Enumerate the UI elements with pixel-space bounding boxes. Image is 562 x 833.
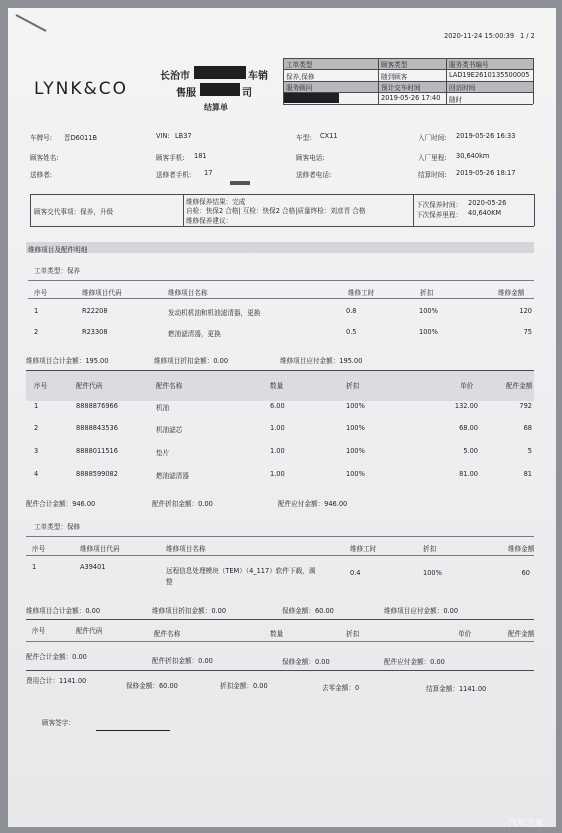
col-part-name: 配件名称 bbox=[156, 382, 183, 390]
cell-qty: 1.00 bbox=[270, 447, 285, 455]
maintenance-result: 维修保养结果：完成 bbox=[186, 198, 246, 206]
phone-value: 181 bbox=[194, 152, 207, 160]
redaction-shop bbox=[194, 66, 246, 79]
plate-label: 车牌号: bbox=[30, 134, 53, 142]
labor-total: 维修项目合计金额：0.00 bbox=[26, 607, 101, 615]
labor-payable-total: 维修项目应付金额：0.00 bbox=[384, 607, 459, 615]
cell-name: 燃油滤清器，更换 bbox=[168, 330, 221, 338]
inspection-checks: 自检：快保2 合格| 互检：快保2 合格|质量终检：刘彦青 合格 bbox=[186, 207, 366, 215]
in-time-value: 2019-05-26 16:33 bbox=[456, 132, 516, 140]
cell-seq: 1 bbox=[32, 563, 37, 571]
col-unit-price: 单价 bbox=[458, 630, 472, 638]
cell-discount: 100% bbox=[419, 307, 438, 315]
col-item-name: 维修项目名称 bbox=[168, 289, 208, 297]
rounding-amount: 去零金额：0 bbox=[322, 684, 360, 692]
document-title: 结算单 bbox=[204, 103, 228, 112]
col-item-code: 维修项目代码 bbox=[82, 289, 122, 297]
cell-unit-price: 132.00 bbox=[454, 402, 478, 410]
parts-total: 配件合计金额：946.00 bbox=[26, 500, 96, 508]
cell-discount: 100% bbox=[346, 402, 365, 410]
next-service-mileage-label: 下次保养里程： bbox=[416, 211, 463, 219]
col-seq: 序号 bbox=[34, 289, 48, 297]
col-discount: 折扣 bbox=[346, 382, 360, 390]
cell-name: 机油滤芯 bbox=[156, 426, 183, 434]
cell-discount: 100% bbox=[346, 447, 365, 455]
cell-code: 8888876966 bbox=[76, 402, 118, 410]
cell-seq: 1 bbox=[34, 307, 39, 315]
sender-label: 送修者: bbox=[30, 171, 53, 179]
col-labor-hours: 维修工时 bbox=[348, 289, 375, 297]
cell-amount: 68 bbox=[523, 424, 532, 432]
redaction-smudge bbox=[230, 181, 250, 185]
model-value: CX11 bbox=[320, 132, 338, 140]
cell-seq: 1 bbox=[34, 402, 39, 410]
section-title-band bbox=[26, 242, 534, 253]
cell-name: 机油 bbox=[156, 404, 170, 412]
pen-mark bbox=[16, 14, 47, 32]
page-number: 1 / 2 bbox=[520, 32, 535, 40]
col-seq: 序号 bbox=[32, 627, 46, 635]
warranty-amount: 保修金额：60.00 bbox=[282, 607, 334, 615]
sender-phone-value: 17 bbox=[204, 169, 213, 177]
col-item-name: 维修项目名称 bbox=[166, 545, 206, 553]
vin-value: LB37 bbox=[175, 132, 192, 140]
labor-payable-total: 维修项目应付金额：195.00 bbox=[280, 357, 363, 365]
info-service-no: LAD19E2610135500005 bbox=[449, 71, 530, 79]
cell-code: 8888599082 bbox=[76, 470, 118, 478]
discount-total: 折扣金额：0.00 bbox=[220, 682, 268, 690]
settle-label: 结算时间: bbox=[418, 171, 447, 179]
cell-name: 远程信息处理模块（TEM）（4_117）软件下载，调 bbox=[166, 567, 316, 575]
labor-discount-total: 维修项目折扣金额：0.00 bbox=[152, 607, 227, 615]
watermark-logo: 汽车之家 bbox=[508, 819, 545, 827]
lynkco-logo: LYNK&CO bbox=[34, 79, 128, 99]
vin-label: VIN: bbox=[156, 132, 170, 140]
cell-name: 燃油滤清器 bbox=[156, 472, 189, 480]
col-labor-hours: 维修工时 bbox=[350, 545, 377, 553]
phone-label: 顾客手机: bbox=[156, 154, 185, 162]
cell-name: 发动机机油和机油滤清器，更换 bbox=[168, 309, 261, 317]
cell-code: R23308 bbox=[82, 328, 108, 336]
parts-discount-total: 配件折扣金额：0.00 bbox=[152, 500, 213, 508]
cell-name: 垫片 bbox=[156, 449, 170, 457]
cell-qty: 6.00 bbox=[270, 402, 285, 410]
col-part-amount: 配件金额 bbox=[508, 630, 535, 638]
plate-value: 晋D6011B bbox=[64, 134, 97, 142]
info-label-callback: 回访时间 bbox=[449, 84, 476, 92]
cell-discount: 100% bbox=[419, 328, 438, 336]
settlement-document bbox=[8, 8, 556, 827]
parts-payable-total: 配件应付金额：946.00 bbox=[278, 500, 348, 508]
mileage-value: 30,640km bbox=[456, 152, 490, 160]
col-amount: 维修金额 bbox=[508, 545, 535, 553]
info-delivery-time: 2019-05-26 17:40 bbox=[381, 94, 441, 102]
shop-name-part-3: 售服 bbox=[176, 88, 196, 99]
parts-payable-total: 配件应付金额：0.00 bbox=[384, 658, 445, 666]
col-qty: 数量 bbox=[270, 630, 284, 638]
info-order-type: 保养,保修 bbox=[286, 73, 315, 81]
cell-unit-price: 81.00 bbox=[459, 470, 478, 478]
labor-discount-total: 维修项目折扣金额：0.00 bbox=[154, 357, 229, 365]
tel-label: 顾客电话: bbox=[296, 154, 325, 162]
handover-notes: 顾客交代事项：保养，升级 bbox=[34, 208, 114, 216]
cell-discount: 100% bbox=[423, 569, 442, 577]
cell-code: A39401 bbox=[80, 563, 106, 571]
maintenance-order-type: 工单类型：保养 bbox=[34, 267, 81, 275]
settlement-amount: 结算金额：1141.00 bbox=[426, 685, 487, 693]
parts-discount-total: 配件折扣金额：0.00 bbox=[152, 657, 213, 665]
col-seq: 序号 bbox=[32, 545, 46, 553]
info-customer-type: 随到顾客 bbox=[381, 73, 408, 81]
sender-phone-label: 送修者手机: bbox=[156, 171, 192, 179]
warranty-amount: 保修金额：0.00 bbox=[282, 658, 330, 666]
cell-code: 8888011516 bbox=[76, 447, 118, 455]
cell-seq: 3 bbox=[34, 447, 39, 455]
customer-label: 顾客姓名: bbox=[30, 154, 59, 162]
col-unit-price: 单价 bbox=[460, 382, 474, 390]
cell-name-continued: 整 bbox=[166, 578, 173, 586]
mileage-label: 入厂里程: bbox=[418, 154, 447, 162]
redaction-advisor bbox=[284, 93, 339, 103]
cell-seq: 2 bbox=[34, 328, 39, 336]
cell-discount: 100% bbox=[346, 424, 365, 432]
cell-unit-price: 68.00 bbox=[459, 424, 478, 432]
settle-value: 2019-05-26 18:17 bbox=[456, 169, 516, 177]
info-label-delivery: 预计交车时间 bbox=[381, 84, 421, 92]
fee-total: 费用合计：1141.00 bbox=[26, 677, 87, 685]
col-qty: 数量 bbox=[270, 382, 284, 390]
cell-hours: 0.5 bbox=[346, 328, 357, 336]
section-title: 维修项目及配件明细 bbox=[28, 246, 88, 254]
cell-code: 8888843536 bbox=[76, 424, 118, 432]
cell-qty: 1.00 bbox=[270, 424, 285, 432]
info-label-customer-type: 顾客类型 bbox=[381, 61, 408, 69]
warranty-order-type: 工单类型：保修 bbox=[34, 523, 81, 531]
cell-qty: 1.00 bbox=[270, 470, 285, 478]
col-part-name: 配件名称 bbox=[154, 630, 181, 638]
signature-label: 顾客签字： bbox=[42, 719, 75, 727]
signature-line bbox=[96, 730, 170, 731]
info-label-service-no: 服务类书编号 bbox=[449, 61, 489, 69]
col-discount: 折扣 bbox=[346, 630, 360, 638]
col-part-code: 配件代码 bbox=[76, 627, 103, 635]
cell-hours: 0.8 bbox=[346, 307, 357, 315]
col-discount: 折扣 bbox=[423, 545, 437, 553]
cell-discount: 100% bbox=[346, 470, 365, 478]
col-part-amount: 配件金额 bbox=[506, 382, 533, 390]
col-seq: 序号 bbox=[34, 382, 48, 390]
cell-amount: 81 bbox=[523, 470, 532, 478]
cell-seq: 2 bbox=[34, 424, 39, 432]
parts-total: 配件合计金额：0.00 bbox=[26, 653, 87, 661]
cell-code: R22208 bbox=[82, 307, 108, 315]
info-label-order-type: 工单类型 bbox=[286, 61, 313, 69]
model-label: 车型: bbox=[296, 134, 312, 142]
info-callback-time: 随时 bbox=[449, 96, 463, 104]
next-service-mileage: 40,640KM bbox=[468, 209, 502, 217]
maintenance-suggestion: 维修保养建议： bbox=[186, 217, 233, 225]
cell-amount: 75 bbox=[523, 328, 532, 336]
redaction-shop-2 bbox=[200, 83, 240, 96]
shop-name-part-4: 司 bbox=[242, 88, 252, 99]
in-time-label: 入厂时间: bbox=[418, 134, 447, 142]
col-item-code: 维修项目代码 bbox=[80, 545, 120, 553]
col-part-code: 配件代码 bbox=[76, 382, 103, 390]
next-service-time-label: 下次保养时间： bbox=[416, 201, 463, 209]
sender-tel-label: 送修者电话: bbox=[296, 171, 332, 179]
col-discount: 折扣 bbox=[420, 289, 434, 297]
cell-hours: 0.4 bbox=[350, 569, 361, 577]
next-service-time: 2020-05-26 bbox=[468, 199, 507, 207]
info-label-advisor: 服务顾问 bbox=[286, 84, 313, 92]
shop-name-part-1: 长治市 bbox=[160, 71, 190, 82]
warranty-total: 保修金额：60.00 bbox=[126, 682, 178, 690]
cell-seq: 4 bbox=[34, 470, 39, 478]
cell-amount: 5 bbox=[527, 447, 532, 455]
col-amount: 维修金额 bbox=[498, 289, 525, 297]
print-timestamp: 2020-11-24 15:00:39 bbox=[444, 32, 515, 40]
labor-total: 维修项目合计金额：195.00 bbox=[26, 357, 109, 365]
cell-amount: 60 bbox=[521, 569, 530, 577]
shop-name-part-2: 车销 bbox=[248, 71, 268, 82]
cell-amount: 792 bbox=[519, 402, 532, 410]
cell-amount: 120 bbox=[519, 307, 532, 315]
cell-unit-price: 5.00 bbox=[463, 447, 478, 455]
